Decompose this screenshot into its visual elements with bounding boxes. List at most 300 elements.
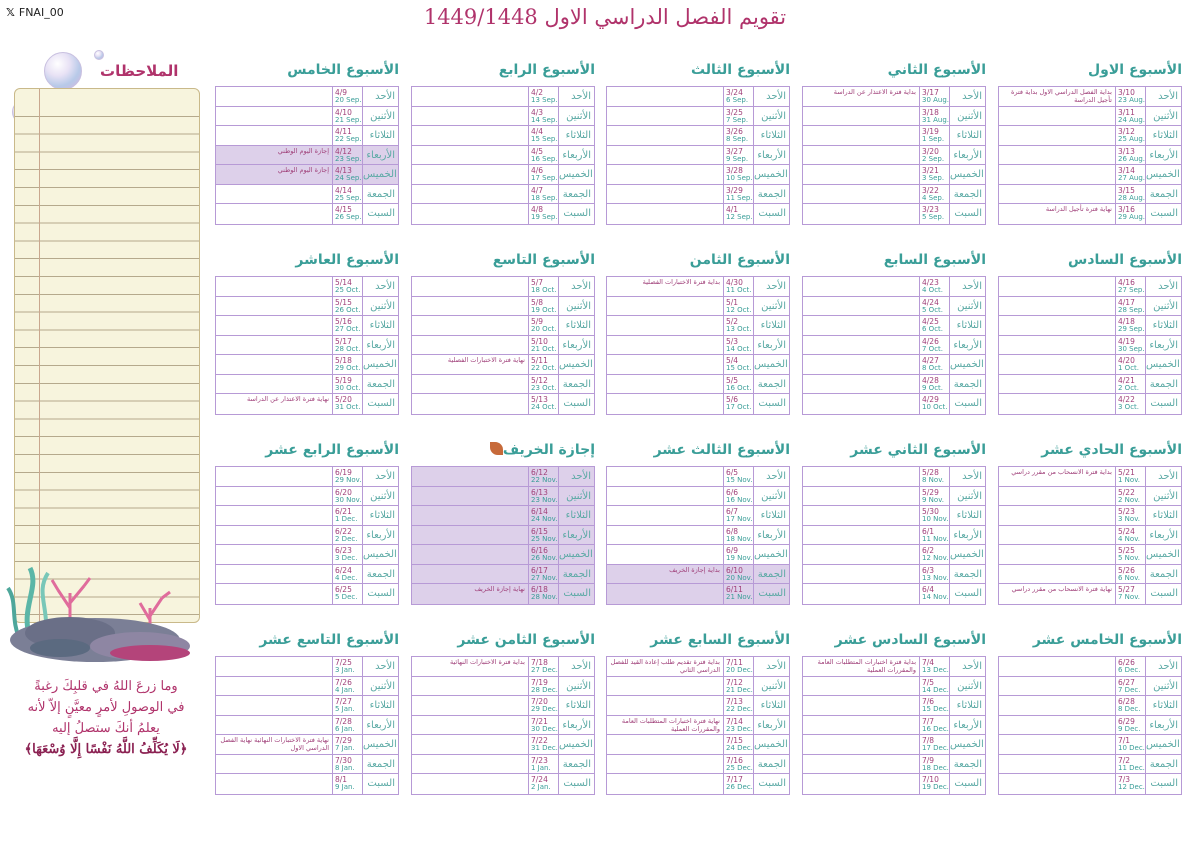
- event-note: [607, 506, 723, 525]
- event-note: [412, 565, 528, 584]
- day-row[interactable]: [412, 735, 594, 755]
- event-note: [999, 185, 1115, 204]
- hijri-date: 7/22: [531, 736, 548, 745]
- day-row[interactable]: [803, 506, 985, 526]
- day-row[interactable]: [412, 565, 594, 585]
- day-row[interactable]: [216, 336, 398, 356]
- week-table: [802, 656, 986, 795]
- day-name: الثلاثاء: [753, 506, 789, 525]
- event-note: [412, 696, 528, 715]
- day-row[interactable]: [607, 355, 789, 375]
- gregorian-date: 16 Sep.: [531, 154, 558, 163]
- gregorian-date: 14 Dec.: [922, 685, 949, 694]
- day-row[interactable]: [999, 584, 1181, 604]
- day-row[interactable]: [216, 146, 398, 166]
- hijri-date: 3/18: [922, 107, 939, 117]
- day-row[interactable]: [607, 696, 789, 716]
- day-row[interactable]: [216, 774, 398, 794]
- day-row[interactable]: [607, 107, 789, 127]
- day-row[interactable]: [607, 735, 789, 755]
- hijri-date: 4/10: [335, 107, 352, 117]
- day-row[interactable]: [216, 355, 398, 375]
- day-row[interactable]: [803, 297, 985, 317]
- event-note: [412, 487, 528, 506]
- week-table: [606, 276, 790, 415]
- day-name: الأحد: [558, 87, 594, 106]
- day-row[interactable]: [607, 677, 789, 697]
- day-name: الأربعاء: [753, 146, 789, 165]
- week-title: [215, 632, 399, 656]
- day-row[interactable]: [216, 394, 398, 414]
- day-row[interactable]: [803, 545, 985, 565]
- day-row[interactable]: [412, 394, 594, 414]
- date-cell: [528, 204, 558, 224]
- day-name: الثلاثاء: [362, 126, 398, 145]
- day-name: الثلاثاء: [1145, 316, 1181, 335]
- date-cell: [528, 355, 558, 374]
- gregorian-date: 28 Nov.: [531, 593, 558, 601]
- gregorian-date: 17 Dec.: [922, 744, 949, 752]
- day-row[interactable]: [999, 735, 1181, 755]
- day-row[interactable]: [607, 506, 789, 526]
- day-name: الأثنين: [558, 487, 594, 506]
- day-row[interactable]: [216, 126, 398, 146]
- event-note: [412, 506, 528, 525]
- gregorian-date: 10 Oct.: [922, 403, 948, 411]
- date-cell: [332, 755, 362, 774]
- day-row[interactable]: [803, 87, 985, 107]
- hijri-date: 8/1: [335, 775, 348, 784]
- event-note: [803, 696, 919, 715]
- date-cell: [1115, 467, 1145, 486]
- day-row[interactable]: [999, 526, 1181, 546]
- day-row[interactable]: [607, 467, 789, 487]
- day-row[interactable]: [216, 506, 398, 526]
- event-note: [216, 506, 332, 525]
- day-row[interactable]: [607, 336, 789, 356]
- day-row[interactable]: [216, 316, 398, 336]
- event-note: [412, 755, 528, 774]
- day-row[interactable]: [607, 394, 789, 414]
- day-row[interactable]: [803, 185, 985, 205]
- day-row[interactable]: [803, 735, 985, 755]
- day-name: الثلاثاء: [949, 506, 985, 525]
- gregorian-date: 12 Nov.: [922, 554, 949, 562]
- gregorian-date: 30 Aug.: [922, 96, 950, 104]
- day-row[interactable]: [412, 126, 594, 146]
- day-name: الخميس: [949, 165, 985, 184]
- day-row[interactable]: [607, 316, 789, 336]
- day-name: الأربعاء: [1145, 716, 1181, 735]
- gregorian-date: 4 Jan.: [335, 685, 355, 694]
- day-row[interactable]: [412, 755, 594, 775]
- day-row[interactable]: [607, 375, 789, 395]
- day-row[interactable]: [803, 165, 985, 185]
- event-note: [803, 506, 919, 525]
- hijri-date: 4/19: [1118, 336, 1135, 346]
- day-row[interactable]: [216, 565, 398, 585]
- day-row[interactable]: [216, 545, 398, 565]
- day-name: الأربعاء: [558, 716, 594, 735]
- day-name: السبت: [362, 774, 398, 794]
- week-1: [998, 62, 1182, 225]
- x-handle: [6, 6, 64, 19]
- hijri-date: 4/11: [335, 127, 352, 136]
- day-name: الأحد: [1145, 87, 1181, 106]
- date-cell: [723, 316, 753, 335]
- date-cell: [332, 657, 362, 676]
- day-row[interactable]: [607, 657, 789, 677]
- hijri-date: 5/7: [531, 278, 544, 287]
- day-row[interactable]: [999, 297, 1181, 317]
- day-row[interactable]: [999, 716, 1181, 736]
- event-note: بداية فترة الانسحاب من مقرر دراسي: [1011, 468, 1112, 476]
- day-row[interactable]: [216, 657, 398, 677]
- day-name: الخميس: [949, 355, 985, 374]
- day-name: الأربعاء: [558, 146, 594, 165]
- day-row[interactable]: [607, 565, 789, 585]
- day-row[interactable]: [216, 526, 398, 546]
- date-cell: [919, 146, 949, 165]
- day-row[interactable]: [803, 146, 985, 166]
- week-title: [998, 252, 1182, 276]
- gregorian-date: 19 Sep.: [531, 213, 558, 221]
- event-note: [607, 165, 723, 184]
- gregorian-date: 29 Nov.: [335, 476, 362, 484]
- coral-reef-illustration: [0, 548, 210, 668]
- gregorian-date: 22 Sep.: [335, 135, 362, 143]
- day-row[interactable]: [412, 774, 594, 794]
- week-title: [215, 442, 399, 466]
- day-row[interactable]: [999, 545, 1181, 565]
- hijri-date: 4/14: [335, 185, 352, 195]
- week-9: [411, 252, 595, 415]
- day-row[interactable]: [412, 506, 594, 526]
- week-title-text: الأسبوع الاول: [1088, 62, 1182, 78]
- day-row[interactable]: [803, 584, 985, 604]
- gregorian-date: 16 Dec.: [922, 724, 949, 733]
- day-row[interactable]: [803, 565, 985, 585]
- day-row[interactable]: [803, 375, 985, 395]
- day-row[interactable]: [607, 87, 789, 107]
- day-row[interactable]: [412, 526, 594, 546]
- event-note: [216, 716, 332, 735]
- date-cell: [1115, 716, 1145, 735]
- event-note: [607, 126, 723, 145]
- day-row[interactable]: [412, 467, 594, 487]
- date-cell: [1115, 277, 1145, 296]
- day-row[interactable]: [803, 107, 985, 127]
- day-row[interactable]: [999, 185, 1181, 205]
- event-note: [216, 565, 332, 584]
- day-row[interactable]: [216, 487, 398, 507]
- day-row[interactable]: [999, 506, 1181, 526]
- day-row[interactable]: [412, 584, 594, 604]
- hijri-date: 5/23: [1118, 507, 1135, 516]
- day-row[interactable]: [412, 657, 594, 677]
- day-name: الأحد: [1145, 657, 1181, 676]
- event-note: [412, 297, 528, 316]
- gregorian-date: 2 Sep.: [922, 154, 945, 163]
- day-row[interactable]: [803, 336, 985, 356]
- day-row[interactable]: [412, 545, 594, 565]
- day-row[interactable]: [803, 277, 985, 297]
- event-note: [999, 677, 1115, 696]
- day-row[interactable]: [412, 336, 594, 356]
- day-row[interactable]: [999, 355, 1181, 375]
- day-row[interactable]: [803, 316, 985, 336]
- day-row[interactable]: [607, 545, 789, 565]
- week-title: [606, 632, 790, 656]
- day-name: الأربعاء: [753, 526, 789, 545]
- day-row[interactable]: [999, 336, 1181, 356]
- hijri-date: 5/22: [1118, 487, 1135, 497]
- day-row[interactable]: [803, 755, 985, 775]
- day-row[interactable]: [607, 487, 789, 507]
- date-cell: [919, 545, 949, 564]
- day-row[interactable]: [999, 316, 1181, 336]
- gregorian-date: 26 Aug.: [1118, 154, 1146, 163]
- day-row[interactable]: [999, 696, 1181, 716]
- day-name: السبت: [949, 774, 985, 794]
- gregorian-date: 21 Dec.: [726, 685, 753, 694]
- gregorian-date: 18 Nov.: [726, 534, 753, 543]
- day-row[interactable]: [999, 467, 1181, 487]
- day-row[interactable]: [216, 107, 398, 127]
- day-row[interactable]: [803, 487, 985, 507]
- day-row[interactable]: [412, 696, 594, 716]
- day-row[interactable]: [999, 277, 1181, 297]
- bubble-icon: [94, 50, 104, 60]
- day-row[interactable]: [412, 107, 594, 127]
- event-note: [999, 126, 1115, 145]
- day-row[interactable]: [412, 204, 594, 224]
- hijri-date: 6/22: [335, 526, 352, 536]
- day-row[interactable]: [999, 107, 1181, 127]
- day-row[interactable]: [412, 185, 594, 205]
- day-name: الأحد: [949, 277, 985, 296]
- day-row[interactable]: [216, 584, 398, 604]
- week-table: [606, 466, 790, 605]
- day-row[interactable]: [999, 87, 1181, 107]
- date-cell: [723, 584, 753, 604]
- day-row[interactable]: [412, 355, 594, 375]
- day-row[interactable]: [999, 677, 1181, 697]
- day-row[interactable]: [803, 526, 985, 546]
- week-title-text: الأسبوع الثالث عشر: [653, 442, 790, 458]
- date-cell: [1115, 565, 1145, 584]
- day-row[interactable]: [607, 165, 789, 185]
- day-row[interactable]: [412, 87, 594, 107]
- hijri-date: 7/28: [335, 716, 352, 726]
- gregorian-date: 24 Dec.: [726, 744, 753, 752]
- date-cell: [332, 677, 362, 696]
- event-note: [999, 506, 1115, 525]
- day-name: الجمعة: [362, 375, 398, 394]
- hijri-date: 3/23: [922, 205, 939, 214]
- day-row[interactable]: [216, 165, 398, 185]
- day-row[interactable]: [607, 277, 789, 297]
- day-name: الثلاثاء: [1145, 126, 1181, 145]
- day-row[interactable]: [607, 146, 789, 166]
- day-row[interactable]: [999, 375, 1181, 395]
- date-cell: [332, 467, 362, 486]
- day-row[interactable]: [999, 146, 1181, 166]
- hijri-date: 7/30: [335, 755, 352, 765]
- day-name: الأحد: [558, 277, 594, 296]
- day-row[interactable]: [803, 677, 985, 697]
- notes-panel[interactable]: [14, 88, 200, 623]
- hijri-date: 3/26: [726, 127, 743, 136]
- day-row[interactable]: [412, 677, 594, 697]
- hijri-date: 6/3: [922, 565, 935, 575]
- date-cell: [1115, 487, 1145, 506]
- hijri-date: 5/14: [335, 278, 352, 287]
- day-row[interactable]: [216, 735, 398, 755]
- day-name: الأربعاء: [558, 526, 594, 545]
- day-name: الأربعاء: [362, 336, 398, 355]
- event-note: بداية فترة تقديم طلب إعادة القيد للفصل الدراسي الثاني: [610, 658, 720, 674]
- day-row[interactable]: [803, 204, 985, 224]
- day-row[interactable]: [412, 716, 594, 736]
- day-row[interactable]: [412, 297, 594, 317]
- gregorian-date: 6 Jan.: [335, 724, 355, 733]
- hijri-date: 7/11: [726, 658, 743, 667]
- day-row[interactable]: [803, 126, 985, 146]
- date-cell: [919, 526, 949, 545]
- hijri-date: 5/3: [726, 336, 739, 346]
- day-row[interactable]: [607, 716, 789, 736]
- day-row[interactable]: [216, 204, 398, 224]
- hijri-date: 4/28: [922, 375, 939, 385]
- week-table: [606, 86, 790, 225]
- hijri-date: 7/9: [922, 755, 935, 765]
- day-row[interactable]: [803, 394, 985, 414]
- day-row[interactable]: [999, 487, 1181, 507]
- gregorian-date: 4 Sep.: [922, 193, 945, 202]
- date-cell: [528, 336, 558, 355]
- hijri-date: 6/15: [531, 526, 548, 536]
- day-name: الأربعاء: [1145, 336, 1181, 355]
- day-row[interactable]: [216, 277, 398, 297]
- day-row[interactable]: [803, 657, 985, 677]
- day-row[interactable]: [999, 126, 1181, 146]
- date-cell: [1115, 165, 1145, 184]
- day-row[interactable]: [216, 375, 398, 395]
- hijri-date: 6/11: [726, 585, 743, 594]
- day-name: الثلاثاء: [949, 126, 985, 145]
- day-row[interactable]: [412, 165, 594, 185]
- day-row[interactable]: [216, 677, 398, 697]
- day-row[interactable]: [216, 716, 398, 736]
- week-table: [802, 86, 986, 225]
- week-11: [998, 442, 1182, 605]
- day-row[interactable]: [999, 394, 1181, 414]
- date-cell: [723, 204, 753, 224]
- day-row[interactable]: [607, 204, 789, 224]
- day-name: الجمعة: [1145, 185, 1181, 204]
- day-row[interactable]: [999, 565, 1181, 585]
- date-cell: [919, 126, 949, 145]
- day-row[interactable]: [803, 716, 985, 736]
- hijri-date: 3/13: [1118, 146, 1135, 156]
- day-row[interactable]: [216, 467, 398, 487]
- event-note: [216, 277, 332, 296]
- day-row[interactable]: [803, 774, 985, 794]
- page-title: تقويم الفصل الدراسي الاول 1449/1448: [423, 5, 787, 29]
- day-row[interactable]: [412, 277, 594, 297]
- day-row[interactable]: [412, 316, 594, 336]
- day-row[interactable]: [607, 126, 789, 146]
- day-row[interactable]: [216, 297, 398, 317]
- day-row[interactable]: [607, 755, 789, 775]
- day-row[interactable]: [607, 584, 789, 604]
- hijri-date: 6/8: [726, 526, 739, 536]
- hijri-date: 5/18: [335, 356, 352, 365]
- event-note: [216, 657, 332, 676]
- day-row[interactable]: [607, 297, 789, 317]
- day-row[interactable]: [803, 355, 985, 375]
- gregorian-date: 5 Dec.: [335, 593, 358, 601]
- hijri-date: 6/18: [531, 585, 548, 594]
- day-row[interactable]: [607, 185, 789, 205]
- event-note: [216, 87, 332, 106]
- event-note: [803, 394, 919, 414]
- date-cell: [723, 545, 753, 564]
- gregorian-date: 31 Aug.: [922, 115, 950, 124]
- date-cell: [1115, 316, 1145, 335]
- week-13: [606, 442, 790, 605]
- day-row[interactable]: [216, 185, 398, 205]
- day-row[interactable]: [999, 204, 1181, 224]
- day-row[interactable]: [412, 375, 594, 395]
- x-logo-icon: 𝕏: [6, 6, 15, 19]
- day-name: السبت: [949, 394, 985, 414]
- day-row[interactable]: [216, 755, 398, 775]
- day-row[interactable]: [999, 165, 1181, 185]
- date-cell: [528, 696, 558, 715]
- day-row[interactable]: [803, 467, 985, 487]
- day-row[interactable]: [412, 487, 594, 507]
- day-row[interactable]: [999, 774, 1181, 794]
- gregorian-date: 5 Nov.: [1118, 554, 1141, 562]
- date-cell: [919, 394, 949, 414]
- day-row[interactable]: [999, 657, 1181, 677]
- day-row[interactable]: [999, 755, 1181, 775]
- event-note: [999, 336, 1115, 355]
- event-note: بداية فترة الاختبارات الفصلية: [642, 278, 720, 286]
- day-name: الجمعة: [949, 755, 985, 774]
- day-row[interactable]: [607, 526, 789, 546]
- hijri-date: 5/28: [922, 468, 939, 477]
- day-row[interactable]: [216, 696, 398, 716]
- event-note: [607, 336, 723, 355]
- day-row[interactable]: [216, 87, 398, 107]
- week-6: [998, 252, 1182, 415]
- week-5: [215, 62, 399, 225]
- week-16: [998, 632, 1182, 795]
- week-title: [606, 62, 790, 86]
- date-cell: [332, 506, 362, 525]
- day-row[interactable]: [803, 696, 985, 716]
- day-row[interactable]: [607, 774, 789, 794]
- date-cell: [332, 165, 362, 184]
- day-name: الأثنين: [558, 107, 594, 126]
- day-row[interactable]: [412, 146, 594, 166]
- hijri-date: 7/25: [335, 658, 352, 667]
- hijri-date: 3/24: [726, 88, 743, 97]
- gregorian-date: 16 Nov.: [726, 495, 753, 504]
